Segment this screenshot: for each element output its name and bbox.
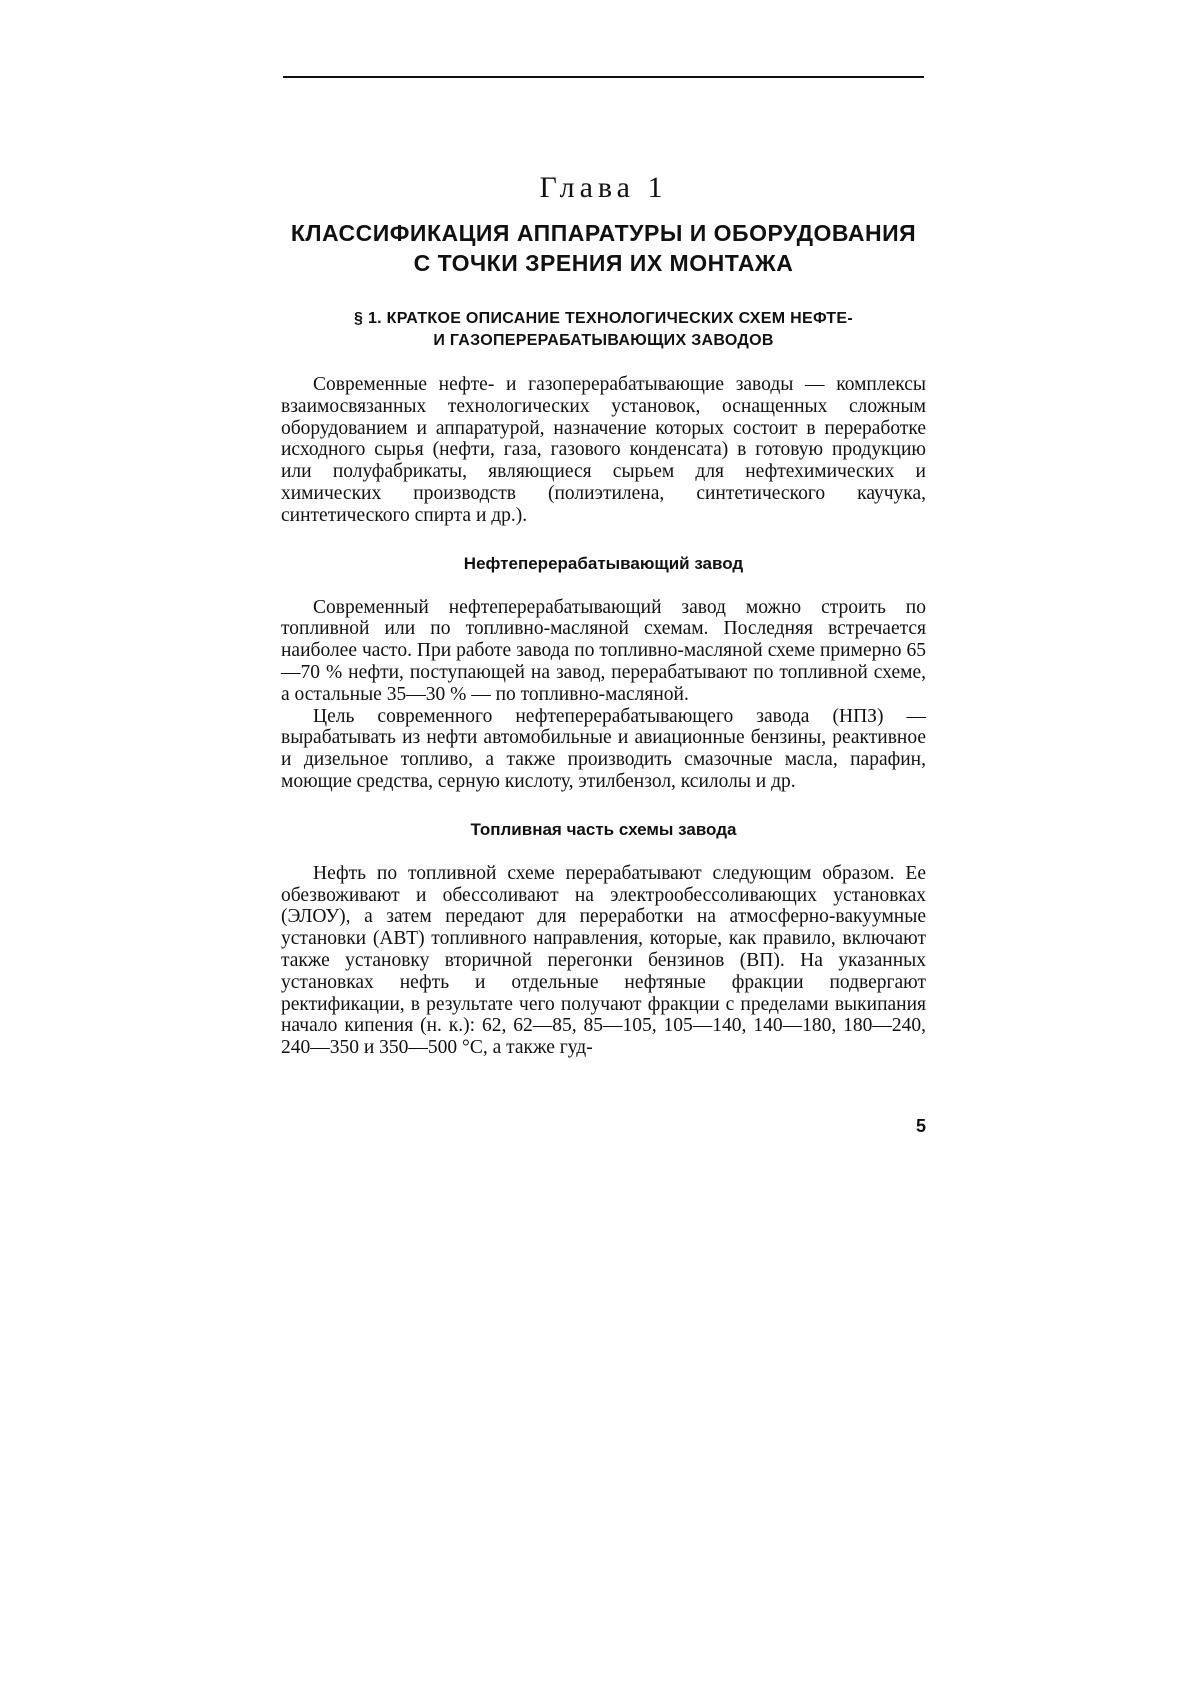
paragraph: Цель современного нефтеперерабатывающего завода (НПЗ) — вырабатывать из нефти автомобильные и авиационные бензины, реактивное и дизельное топливо, а также производить смазочные масла, парафин, моющие средства, серную кислоту, этилбензол, ксилолы и др. xyxy=(281,705,926,792)
section-title-line: § 1. КРАТКОЕ ОПИСАНИЕ ТЕХНОЛОГИЧЕСКИХ СХЕМ НЕФТЕ- xyxy=(354,310,853,327)
subsection-heading-fuel-part: Топливная часть схемы завода xyxy=(470,819,737,839)
chapter-title-line: С ТОЧКИ ЗРЕНИЯ ИХ МОНТАЖА xyxy=(413,250,794,276)
subsection-heading-refinery: Нефтеперерабатывающий завод xyxy=(463,553,744,573)
chapter-title-line: КЛАССИФИКАЦИЯ АППАРАТУРЫ И ОБОРУДОВАНИЯ xyxy=(290,220,917,246)
chapter-label: Глава 1 xyxy=(539,171,668,204)
page-number: 5 xyxy=(915,1116,926,1136)
top-rule xyxy=(283,76,924,78)
paragraph: Нефть по топливной схеме перерабатывают следующим образом. Ее обезвоживают и обессоливают на электрообессоливающих установках (ЭЛОУ), а затем передают для переработки на атмосферно-вакуумные установки (АВТ) топливного направления, которые, как правило, включают также установку вторичной перегонки бензинов (ВП). На указанных установках нефть и отдельные нефтяные фракции подвергают ректификации, в результате чего получают фракции с пределами выкипания начало кипения (н. к.): 62, 62—85, 85—105, 105—140, 140—180, 180—240, 240—350 и 350—500 °С, а также гуд- xyxy=(281,862,926,1059)
section-title xyxy=(281,308,926,352)
section-title-line: И ГАЗОПЕРЕРАБАТЫВАЮЩИХ ЗАВОДОВ xyxy=(433,332,774,349)
intro-paragraph: Современные нефте- и газоперерабатывающие заводы — комплексы взаимосвязанных технологических установок, оснащенных сложным оборудованием и аппаратурой, назначение которых состоит в переработке исходного сырья (нефти, газа, газового конденсата) в готовую продукцию или полуфабрикаты, являющиеся сырьем для нефтехимических и химических производств (полиэтилена, синтетического каучука, синтетического спирта и др.). xyxy=(281,374,926,526)
chapter-title xyxy=(281,218,926,278)
paragraph: Современный нефтеперерабатывающий завод можно строить по топливной или по топливно-масляной схемам. Последняя встречается наиболее часто. При работе завода по топливно-масляной схеме примерно 65—70 % нефти, поступающей на завод, перерабатывают по топливной схеме, а остальные 35—30 % — по топливно-масляной. xyxy=(281,596,926,705)
page-text-column xyxy=(281,168,926,1059)
